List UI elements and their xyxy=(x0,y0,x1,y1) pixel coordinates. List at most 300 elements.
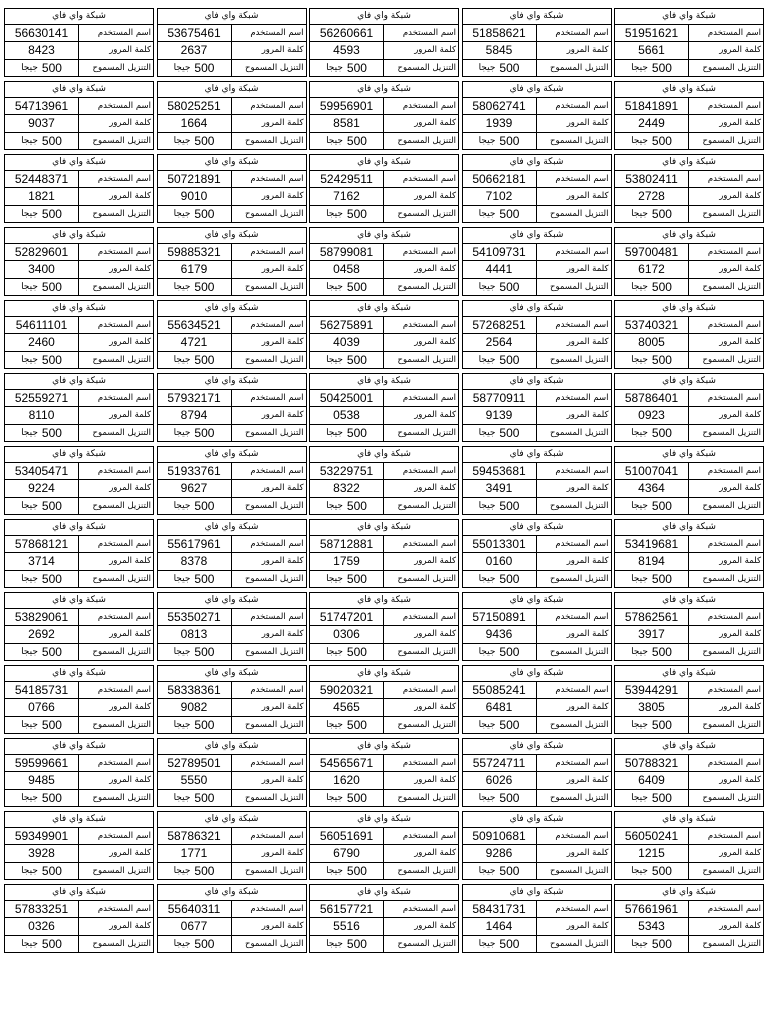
password-row xyxy=(310,772,458,789)
password-label: كلمة المرور xyxy=(536,553,611,569)
wifi-voucher-card xyxy=(462,738,612,807)
quota-amount: 500 xyxy=(41,352,62,367)
wifi-voucher-card xyxy=(4,738,154,807)
quota-value xyxy=(310,863,383,879)
username-row xyxy=(615,317,763,334)
password-label: كلمة المرور xyxy=(78,407,153,423)
wifi-voucher-card xyxy=(4,8,154,77)
username-label: اسم المستخدم xyxy=(536,755,611,771)
wifi-voucher-card xyxy=(614,227,764,296)
voucher-title: شبكة واي فاي xyxy=(463,9,611,25)
quota-amount: 500 xyxy=(194,717,215,732)
quota-unit: جيجا xyxy=(631,62,648,73)
password-row xyxy=(463,334,611,351)
quota-row xyxy=(615,498,763,514)
password-label: كلمة المرور xyxy=(231,480,306,496)
password-value: 1759 xyxy=(333,554,360,569)
voucher-title: شبكة واي فاي xyxy=(158,739,306,755)
password-row xyxy=(310,480,458,497)
username-row xyxy=(5,463,153,480)
voucher-title: شبكة واي فاي xyxy=(615,666,763,682)
wifi-voucher-card xyxy=(462,519,612,588)
username-row xyxy=(615,390,763,407)
quota-unit: جيجا xyxy=(631,938,648,949)
password-value: 8110 xyxy=(28,408,55,423)
password-row xyxy=(158,772,306,789)
quota-row xyxy=(463,863,611,879)
password-row xyxy=(310,553,458,570)
wifi-voucher-card xyxy=(4,154,154,223)
voucher-title: شبكة واي فاي xyxy=(158,593,306,609)
username-label: اسم المستخدم xyxy=(383,901,458,917)
username-value: 59020321 xyxy=(319,683,374,698)
voucher-title: شبكة واي فاي xyxy=(615,520,763,536)
username-row xyxy=(158,390,306,407)
quota-row xyxy=(158,936,306,952)
wifi-voucher-card xyxy=(4,811,154,880)
password-label: كلمة المرور xyxy=(231,42,306,58)
username-label: اسم المستخدم xyxy=(536,828,611,844)
quota-unit: جيجا xyxy=(478,62,496,73)
quota-amount: 500 xyxy=(194,644,215,659)
quota-label: التنزيل المسموح xyxy=(688,717,763,733)
username-value: 50788321 xyxy=(624,756,679,771)
password-row xyxy=(310,699,458,716)
quota-amount: 500 xyxy=(41,571,62,586)
password-row xyxy=(158,845,306,862)
quota-amount: 500 xyxy=(346,133,367,148)
wifi-voucher-card xyxy=(462,592,612,661)
username-row xyxy=(158,244,306,261)
quota-row xyxy=(5,644,153,660)
quota-row xyxy=(5,790,153,806)
wifi-voucher-card xyxy=(309,373,459,442)
voucher-title: شبكة واي فاي xyxy=(158,228,306,244)
password-label: كلمة المرور xyxy=(231,261,306,277)
voucher-title: شبكة واي فاي xyxy=(463,885,611,901)
wifi-voucher-card xyxy=(4,81,154,150)
username-label: اسم المستخدم xyxy=(231,609,306,625)
quota-unit: جيجا xyxy=(21,938,38,949)
quota-value xyxy=(5,498,78,514)
quota-value xyxy=(463,206,536,222)
username-value: 53405471 xyxy=(14,464,69,479)
password-value: 9082 xyxy=(180,700,208,715)
username-label: اسم المستخدم xyxy=(688,25,763,41)
quota-amount: 500 xyxy=(194,60,215,75)
password-row xyxy=(463,261,611,278)
quota-value xyxy=(463,717,536,733)
password-value: 9436 xyxy=(485,627,513,642)
password-label: كلمة المرور xyxy=(688,845,763,861)
quota-label: التنزيل المسموح xyxy=(78,717,153,733)
password-value: 3805 xyxy=(638,700,665,715)
voucher-title: شبكة واي فاي xyxy=(310,82,458,98)
quota-amount: 500 xyxy=(346,425,367,440)
voucher-title: شبكة واي فاي xyxy=(310,666,458,682)
password-row xyxy=(615,42,763,59)
wifi-voucher-card xyxy=(309,519,459,588)
username-value: 53829061 xyxy=(14,610,69,625)
username-row xyxy=(5,390,153,407)
quota-label: التنزيل المسموح xyxy=(78,863,153,879)
quota-unit: جيجا xyxy=(631,792,648,803)
quota-row xyxy=(615,352,763,368)
wifi-voucher-card xyxy=(4,519,154,588)
username-row xyxy=(158,901,306,918)
quota-unit: جيجا xyxy=(631,865,648,876)
password-label: كلمة المرور xyxy=(231,407,306,423)
password-row xyxy=(310,188,458,205)
username-row xyxy=(5,244,153,261)
password-value: 9627 xyxy=(180,481,208,496)
quota-value xyxy=(310,352,383,368)
voucher-title: شبكة واي فاي xyxy=(5,666,153,682)
quota-row xyxy=(615,571,763,587)
voucher-title: شبكة واي فاي xyxy=(463,155,611,171)
username-label: اسم المستخدم xyxy=(78,25,153,41)
username-value: 56630141 xyxy=(14,26,69,41)
username-label: اسم المستخدم xyxy=(688,244,763,260)
password-value: 1939 xyxy=(485,116,513,131)
username-value: 52829601 xyxy=(14,245,69,260)
password-row xyxy=(463,188,611,205)
quota-unit: جيجا xyxy=(326,208,343,219)
password-row xyxy=(158,334,306,351)
quota-value xyxy=(158,352,231,368)
password-value: 8423 xyxy=(28,43,55,58)
username-value: 57661961 xyxy=(624,902,679,917)
quota-label: التنزيل المسموح xyxy=(536,498,611,514)
quota-label: التنزيل المسموح xyxy=(78,60,153,76)
quota-value xyxy=(5,936,78,952)
wifi-voucher-card xyxy=(614,446,764,515)
password-value: 0160 xyxy=(485,554,513,569)
quota-amount: 500 xyxy=(499,352,520,367)
username-row xyxy=(463,536,611,553)
username-value: 59956901 xyxy=(319,99,374,114)
wifi-voucher-card xyxy=(462,81,612,150)
quota-value xyxy=(5,863,78,879)
password-row xyxy=(310,845,458,862)
quota-value xyxy=(5,644,78,660)
username-value: 57932171 xyxy=(167,391,221,406)
password-value: 9139 xyxy=(485,408,513,423)
quota-row xyxy=(158,425,306,441)
quota-label: التنزيل المسموح xyxy=(383,498,458,514)
quota-row xyxy=(615,133,763,149)
quota-value xyxy=(5,206,78,222)
quota-label: التنزيل المسموح xyxy=(688,790,763,806)
voucher-title: شبكة واي فاي xyxy=(310,593,458,609)
username-label: اسم المستخدم xyxy=(383,25,458,41)
password-value: 7162 xyxy=(333,189,360,204)
wifi-voucher-card xyxy=(4,227,154,296)
voucher-title: شبكة واي فاي xyxy=(5,447,153,463)
username-value: 55085241 xyxy=(472,683,526,698)
password-label: كلمة المرور xyxy=(78,772,153,788)
username-value: 55013301 xyxy=(472,537,526,552)
wifi-voucher-card xyxy=(614,8,764,77)
quota-unit: جيجا xyxy=(326,792,343,803)
password-label: كلمة المرور xyxy=(383,42,458,58)
quota-value xyxy=(463,279,536,295)
quota-row xyxy=(158,790,306,806)
password-value: 6409 xyxy=(638,773,665,788)
quota-row xyxy=(615,425,763,441)
voucher-title: شبكة واي فاي xyxy=(5,9,153,25)
quota-row xyxy=(158,279,306,295)
quota-label: التنزيل المسموح xyxy=(688,936,763,952)
username-label: اسم المستخدم xyxy=(536,317,611,333)
password-label: كلمة المرور xyxy=(383,334,458,350)
username-label: اسم المستخدم xyxy=(78,609,153,625)
username-row xyxy=(158,682,306,699)
quota-label: التنزيل المسموح xyxy=(536,206,611,222)
voucher-title: شبكة واي فاي xyxy=(5,885,153,901)
quota-unit: جيجا xyxy=(631,135,648,146)
voucher-title: شبكة واي فاي xyxy=(615,447,763,463)
username-row xyxy=(463,244,611,261)
wifi-voucher-card xyxy=(462,446,612,515)
password-row xyxy=(158,115,306,132)
password-row xyxy=(5,480,153,497)
username-row xyxy=(310,682,458,699)
quota-label: التنزيل المسموح xyxy=(231,425,306,441)
quota-unit: جيجا xyxy=(21,427,38,438)
quota-amount: 500 xyxy=(651,133,672,148)
voucher-title: شبكة واي فاي xyxy=(158,447,306,463)
quota-row xyxy=(615,644,763,660)
password-label: كلمة المرور xyxy=(78,115,153,131)
quota-unit: جيجا xyxy=(21,208,38,219)
username-row xyxy=(310,25,458,42)
voucher-title: شبكة واي فاي xyxy=(5,82,153,98)
quota-amount: 500 xyxy=(194,425,215,440)
quota-amount: 500 xyxy=(346,279,367,294)
quota-row xyxy=(615,717,763,733)
username-value: 58786401 xyxy=(624,391,679,406)
password-row xyxy=(158,407,306,424)
quota-unit: جيجا xyxy=(21,719,38,730)
quota-value xyxy=(158,790,231,806)
quota-value xyxy=(5,279,78,295)
username-row xyxy=(463,25,611,42)
username-label: اسم المستخدم xyxy=(688,98,763,114)
password-row xyxy=(310,334,458,351)
quota-value xyxy=(615,206,688,222)
password-label: كلمة المرور xyxy=(231,553,306,569)
quota-unit: جيجا xyxy=(326,354,343,365)
password-value: 5845 xyxy=(485,43,513,58)
quota-amount: 500 xyxy=(651,717,672,732)
username-label: اسم المستخدم xyxy=(231,682,306,698)
username-value: 50662181 xyxy=(472,172,526,187)
voucher-title: شبكة واي فاي xyxy=(463,812,611,828)
quota-value xyxy=(158,936,231,952)
voucher-title: شبكة واي فاي xyxy=(310,812,458,828)
username-label: اسم المستخدم xyxy=(231,828,306,844)
username-label: اسم المستخدم xyxy=(688,390,763,406)
quota-label: التنزيل المسموح xyxy=(688,644,763,660)
quota-value xyxy=(310,644,383,660)
password-row xyxy=(615,334,763,351)
quota-unit: جيجا xyxy=(478,208,496,219)
quota-value xyxy=(615,936,688,952)
username-value: 52448371 xyxy=(14,172,69,187)
password-row xyxy=(310,626,458,643)
quota-row xyxy=(5,717,153,733)
quota-label: التنزيل المسموح xyxy=(231,279,306,295)
password-row xyxy=(615,480,763,497)
quota-unit: جيجا xyxy=(631,427,648,438)
quota-label: التنزيل المسموح xyxy=(383,644,458,660)
quota-amount: 500 xyxy=(41,863,62,878)
quota-amount: 500 xyxy=(499,936,520,951)
password-row xyxy=(5,115,153,132)
password-label: كلمة المرور xyxy=(78,699,153,715)
username-value: 55634521 xyxy=(167,318,221,333)
password-label: كلمة المرور xyxy=(688,261,763,277)
quota-label: التنزيل المسموح xyxy=(383,863,458,879)
quota-amount: 500 xyxy=(499,644,520,659)
quota-label: التنزيل المسموح xyxy=(536,352,611,368)
username-row xyxy=(310,536,458,553)
username-value: 56275891 xyxy=(319,318,374,333)
username-value: 56157721 xyxy=(319,902,374,917)
quota-amount: 500 xyxy=(651,863,672,878)
password-row xyxy=(5,407,153,424)
quota-amount: 500 xyxy=(41,717,62,732)
username-label: اسم المستخدم xyxy=(78,171,153,187)
password-label: كلمة المرور xyxy=(383,188,458,204)
quota-row xyxy=(615,863,763,879)
username-label: اسم المستخدم xyxy=(231,98,306,114)
quota-label: التنزيل المسموح xyxy=(688,425,763,441)
quota-unit: جيجا xyxy=(478,354,496,365)
quota-label: التنزيل المسموح xyxy=(78,571,153,587)
password-value: 8378 xyxy=(180,554,208,569)
username-value: 50425001 xyxy=(319,391,374,406)
username-value: 51858621 xyxy=(472,26,526,41)
quota-value xyxy=(615,790,688,806)
username-row xyxy=(463,901,611,918)
quota-unit: جيجا xyxy=(478,573,496,584)
password-label: كلمة المرور xyxy=(231,772,306,788)
wifi-voucher-card xyxy=(4,592,154,661)
password-row xyxy=(615,407,763,424)
quota-value xyxy=(463,498,536,514)
password-label: كلمة المرور xyxy=(688,480,763,496)
quota-label: التنزيل المسموح xyxy=(536,60,611,76)
wifi-voucher-card xyxy=(157,884,307,953)
username-value: 57833251 xyxy=(14,902,69,917)
quota-unit: جيجا xyxy=(478,865,496,876)
quota-row xyxy=(463,352,611,368)
username-row xyxy=(310,609,458,626)
voucher-title: شبكة واي فاي xyxy=(158,812,306,828)
password-row xyxy=(5,334,153,351)
quota-label: التنزيل المسموح xyxy=(536,863,611,879)
quota-amount: 500 xyxy=(346,60,367,75)
password-row xyxy=(158,480,306,497)
voucher-title: شبكة واي فاي xyxy=(615,301,763,317)
quota-row xyxy=(310,717,458,733)
username-value: 54611101 xyxy=(15,318,68,333)
quota-label: التنزيل المسموح xyxy=(78,206,153,222)
quota-amount: 500 xyxy=(41,279,62,294)
username-label: اسم المستخدم xyxy=(688,609,763,625)
quota-value xyxy=(310,790,383,806)
password-label: كلمة المرور xyxy=(78,626,153,642)
quota-unit: جيجا xyxy=(173,719,191,730)
password-value: 0813 xyxy=(180,627,208,642)
quota-value xyxy=(463,571,536,587)
quota-value xyxy=(158,133,231,149)
quota-value xyxy=(310,717,383,733)
password-label: كلمة المرور xyxy=(231,699,306,715)
username-label: اسم المستخدم xyxy=(536,25,611,41)
password-value: 3917 xyxy=(638,627,665,642)
quota-unit: جيجا xyxy=(21,646,38,657)
quota-unit: جيجا xyxy=(21,573,38,584)
quota-unit: جيجا xyxy=(326,719,343,730)
quota-row xyxy=(158,717,306,733)
password-label: كلمة المرور xyxy=(383,407,458,423)
quota-label: التنزيل المسموح xyxy=(688,60,763,76)
password-label: كلمة المرور xyxy=(536,334,611,350)
username-value: 55617961 xyxy=(167,537,221,552)
quota-amount: 500 xyxy=(194,863,215,878)
quota-row xyxy=(310,936,458,952)
password-value: 6790 xyxy=(333,846,360,861)
quota-unit: جيجا xyxy=(21,62,38,73)
username-row xyxy=(463,317,611,334)
password-row xyxy=(615,115,763,132)
quota-unit: جيجا xyxy=(326,500,343,511)
quota-value xyxy=(463,644,536,660)
username-value: 58786321 xyxy=(167,829,221,844)
password-row xyxy=(463,918,611,935)
quota-amount: 500 xyxy=(194,279,215,294)
quota-label: التنزيل المسموح xyxy=(383,206,458,222)
password-row xyxy=(5,918,153,935)
quota-amount: 500 xyxy=(651,60,672,75)
username-value: 52559271 xyxy=(14,391,69,406)
voucher-title: شبكة واي فاي xyxy=(310,885,458,901)
password-value: 6026 xyxy=(485,773,513,788)
username-label: اسم المستخدم xyxy=(231,317,306,333)
username-row xyxy=(463,98,611,115)
quota-unit: جيجا xyxy=(478,500,496,511)
quota-amount: 500 xyxy=(499,60,520,75)
username-value: 52429511 xyxy=(320,172,373,187)
username-value: 52789501 xyxy=(167,756,221,771)
wifi-voucher-card xyxy=(309,592,459,661)
quota-amount: 500 xyxy=(41,936,62,951)
password-row xyxy=(5,188,153,205)
voucher-title: شبكة واي فاي xyxy=(463,228,611,244)
wifi-voucher-card xyxy=(4,373,154,442)
quota-amount: 500 xyxy=(499,571,520,586)
username-row xyxy=(310,901,458,918)
voucher-title: شبكة واي فاي xyxy=(463,593,611,609)
quota-amount: 500 xyxy=(41,790,62,805)
quota-row xyxy=(310,425,458,441)
quota-amount: 500 xyxy=(346,936,367,951)
password-label: كلمة المرور xyxy=(536,699,611,715)
quota-row xyxy=(158,133,306,149)
